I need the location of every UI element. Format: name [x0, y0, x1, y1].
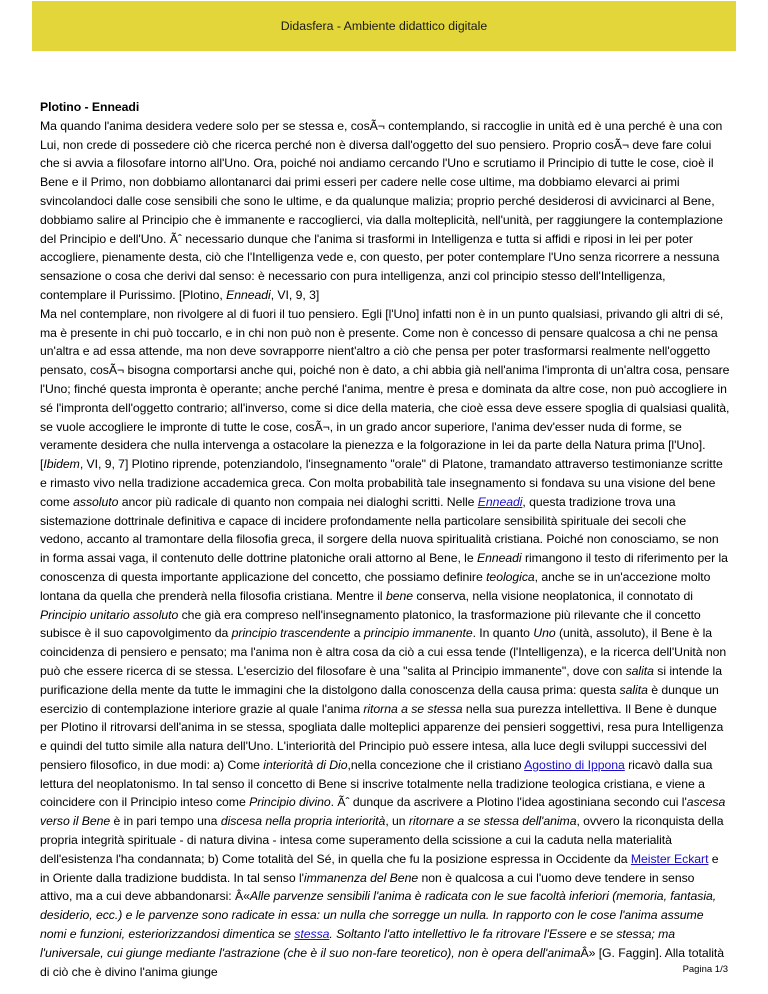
page-number: Pagina 1/3 [682, 964, 728, 975]
site-header [32, 1, 736, 51]
document-body [40, 98, 730, 981]
document-heading: Plotino - Enneadi [40, 100, 140, 114]
agostino-link[interactable]: Agostino di Ippona [524, 757, 625, 772]
site-title: Didasfera - Ambiente didattico digitale [280, 19, 488, 33]
enneadi-link[interactable]: Enneadi [477, 494, 523, 509]
paragraph: Ma nel contemplare, non rivolgere al di fuori il tuo pensiero. Egli [l'Uno] infatti non è in un punto qualsiasi, privando gli altri di sé, ma è presente in chi può toccarlo, e in chi non può non è presente. Come non è concesso di pensare qualcosa a chi ne pensa un'altra e ad essa attende, ma non deve sovrapporre nient'altro a ciò che pensa per poter trasformarsi realmente nell'oggetto pensato, cosÃ¬ bisogna comportarsi anche qui, poiché non è dato, a chi abbia già nell'anima l'impronta di un'altra cosa, pensare l'Uno; finché questa impronta è operante; anche perché l'anima, mentre è presa e dominata da altre cose, non può accogliere in sé l'impronta dell'oggetto contrario; all'inverso, come si dice della materia, che cioè essa deve essere spoglia di qualsiasi qualità, se vuole accogliere le impronte di tutte le cose, cosÃ¬, in un grado ancor superiore, l'anima dev'esser nuda di forme, se veramente desidera che nulla intervenga a ostacolare la pienezza e la folgorazione in lei da parte della Natura prima [l'Uno]. [Ibidem, VI, 9, 7] Plotino riprende, potenziandolo, l'insegnamento "orale" di Platone, tramandato attraverso testimonianze scritte e rimasto vivo nella tradizione accademica greca. Con molta probabilità tale insegnamento si fondava su una visione del bene come assoluto ancor più radicale di quanto non compaia nei dialoghi scritti. Nelle Enneadi, questa tradizione trova una sistemazione dottrinale definitiva e capace di incidere profondamente nella particolare sensibilità spirituale dei secoli che vedono, accanto al tramontare della filosofia greca, il sorgere della nuova spiritualità cristiana. Poiché non conosciamo, se non in forma assai vaga, il contenuto delle dottrine platoniche orali attorno al Bene, le Enneadi rimangono il testo di riferimento per la conoscenza di questa importante applicazione del concetto, che possiamo definire teologica, anche se in un'accezione molto lontana da quella che prenderà nella filosofia cristiana. Mentre il bene conserva, nella visione neoplatonica, il connotato di Principio unitario assoluto che già era compreso nell'insegnamento platonico, la trasformazione più rilevante che il concetto subisce è il suo capovolgimento da principio trascendente a principio immanente. In quanto Uno (unità, assoluto), il Bene è la coincidenza di pensiero e pensato; ma l'anima non è altra cosa da ciò a cui essa tende (l'Intelligenza), e la ricerca dell'Unità non può che essere ricerca di se stessa. L'esercizio del filosofare è una "salita al Principio immanente", dove con salita si intende la purificazione della mente da tutte le immagini che la distolgono dalla conoscenza della causa prima: questa salita è dunque un esercizio di contemplazione interiore grazie al quale l'anima ritorna a se stessa nella sua purezza intellettiva. Il Bene è dunque per Plotino il ritrovarsi dell'anima in se stessa, spogliata dalle molteplici apparenze dei pensieri soggettivi, resa pura Intelligenza e quindi del tutto simile alla natura dell'Uno. L'interiorità del Principio può essere intesa, alla luce degli sviluppi successivi del pensiero filosofico, in due modi: a) Come interiorità di Dio,nella concezione che il cristiano Agostino di Ippona ricavò dalla sua lettura del neoplatonismo. In tal senso il concetto di Bene si inscrive totalmente nella tradizione teologica cristiana, e viene a coincidere con il Principio inteso come Principio divino. Ãˆ dunque da ascrivere a Plotino l'idea agostiniana secondo cui l'ascesa verso il Bene è in pari tempo una discesa nella propria interiorità, un ritornare a se stessa dell'anima, ovvero la riconquista della propria integrità spirituale - di natura divina - intesa come superamento della scissione a cui la caduta nella materialità dell'esistenza l'ha condannata; b) Come totalità del Sé, in quella che fu la posizione espressa in Occidente da Meister Eckart e in Oriente dalla tradizione buddista. In tal senso l'immanenza del Bene non è qualcosa a cui l'uomo deve tendere in senso attivo, ma a cui deve abbandonarsi: Â«Alle parvenze sensibili l'anima è radicata con le sue facoltà inferiori (memoria, fantasia, desiderio, ecc.) e le parvenze sono radicate in essa: un nulla che sorregge un nulla. In rapporto con le cose l'anima assume nomi e funzioni, esteriorizzandosi dimentica se stessa. Soltanto l'atto intellettivo le fa ritrovare l'Essere e se stessa; ma l'universale, cui giunge mediante l'astrazione (che è il suo non-fare teoretico), non è opera dell'animaÂ» [G. Faggin]. Alla totalità di ciò che è divino l'anima giunge [40, 306, 730, 979]
paragraph: Ma quando l'anima desidera vedere solo per se stessa e, cosÃ¬ contemplando, si raccoglie in unità ed è una perché è una con Lui, non crede di possedere ciò che ricerca perché non è diversa dall'oggetto del suo pensiero. Proprio cosÃ¬ deve fare colui che si avvia a filosofare intorno all'Uno. Ora, poiché noi andiamo cercando l'Uno e scrutiamo il Principio di tutte le cose, cioè il Bene e il Primo, non dobbiamo allontanarci dai primi esseri per cadere nelle cose ultime, ma dobbiamo elevarci ai primi svincolandoci dalle cose sensibili che sono le ultime, e da qualunque malizia; proprio perché desiderosi di avvicinarci al Bene, dobbiamo salire al Principio che è immanente e raccoglierci, via dalla molteplicità, nell'unità, per raggiungere la contemplazione del Principio e dell'Uno. Ãˆ necessario dunque che l'anima si trasformi in Intelligenza e tutta si affidi e riposi in lei per poter accogliere, pienamente desta, ciò che l'Intelligenza vede e, con questo, per poter contemplare l'Uno senza ricorrere a nessuna sensazione o cosa che derivi dal senso: è necessario con pura intelligenza, anzi col principio stesso dell'Intelligenza, contemplare il Purissimo. [Plotino, Enneadi, VI, 9, 3] [40, 118, 723, 302]
eckart-link[interactable]: Meister Eckart [630, 851, 709, 866]
stessa-link[interactable]: stessa [294, 927, 330, 942]
